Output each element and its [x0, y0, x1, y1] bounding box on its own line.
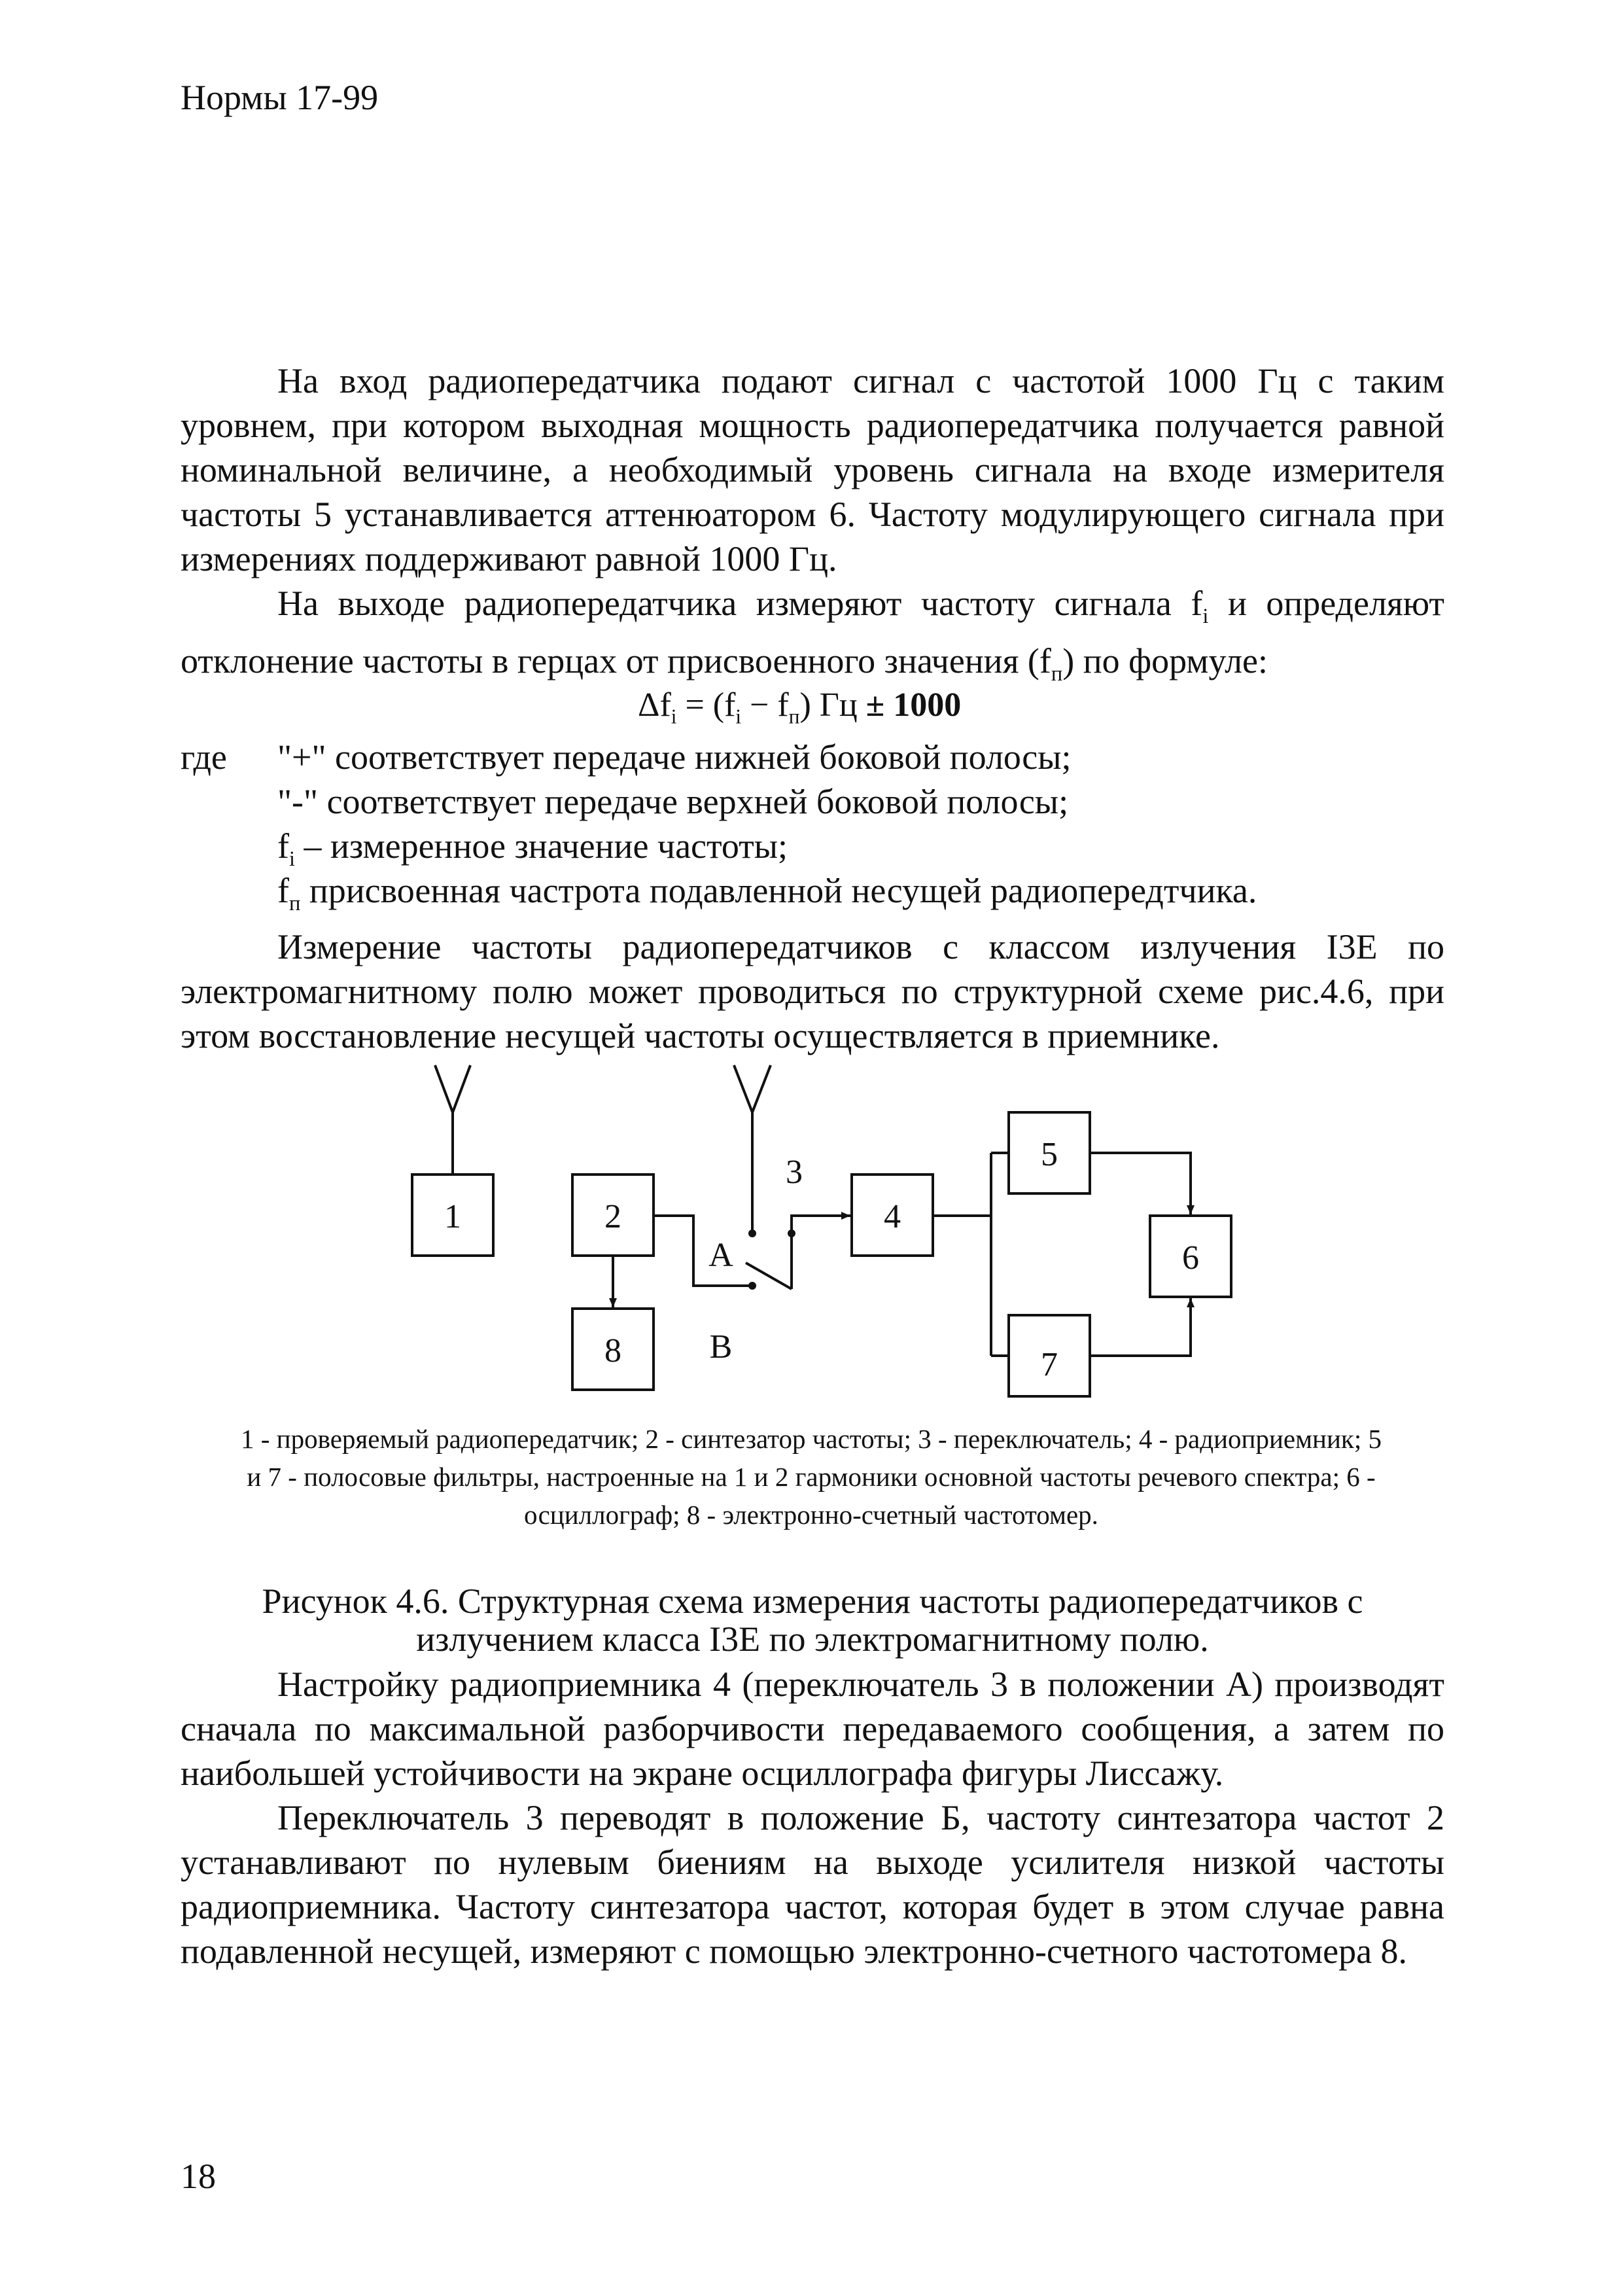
connection-7-6 [1090, 1298, 1191, 1356]
block-3-label: 3 [786, 1154, 803, 1191]
definition-symbol-sub: i [288, 847, 295, 871]
block-7-label: 7 [1041, 1346, 1058, 1383]
text-block-procedure [181, 1662, 1444, 1973]
definition-text: присвоенная частрота подавленной несущей радиопередтчика. [300, 871, 1257, 910]
paragraph-3: Измерение частоты радиопередатчиков с классом излучения I3E по электромагнитному полю может проводиться по структурной схеме рис.4.6, при этом восстановление несущей частоты осуществляется в приемнике. [181, 927, 1444, 1055]
switch-label-b: В [709, 1328, 733, 1366]
formula-lhs: Δf [638, 686, 671, 724]
definition-value: "+" соответствует передаче нижней боковой полосы; [277, 737, 1072, 777]
switch-contact-a [748, 1229, 756, 1237]
block-6-label: 6 [1182, 1239, 1199, 1277]
formula-pm: ± 1000 [857, 686, 962, 724]
formula-fi-sub: i [735, 705, 742, 728]
formula-minus: − f [741, 686, 789, 724]
connection-5-6 [1090, 1153, 1191, 1214]
block-5-label: 5 [1041, 1136, 1058, 1173]
definition-symbol: f [277, 871, 289, 910]
formula-fp-sub: п [788, 705, 800, 728]
antenna-icon [435, 1065, 470, 1174]
paragraph-2-sub-i: i [1202, 604, 1209, 628]
switch-pivot [788, 1229, 795, 1237]
block-2-label: 2 [604, 1198, 621, 1235]
antenna-icon [734, 1065, 771, 1230]
paragraph-2-part-a: На выходе радиопередатчика измеряют частоту сигнала f [277, 584, 1203, 623]
definition-symbol-sub: п [288, 891, 301, 915]
block-1-label: 1 [444, 1198, 461, 1235]
block-4-label: 4 [884, 1198, 901, 1235]
paragraph-2-part-b: и определяют отклонение частоты в герцах от присвоенного значения (f [181, 584, 1445, 680]
switch-label-a: А [708, 1237, 733, 1274]
connection-switch-4 [792, 1216, 850, 1289]
paragraph-1: На вход радиопередатчика подают сигнал с частотой 1000 Гц с таким уровнем, при котором выходная мощность радиопередатчика получается равной номинальной величине, а необходимый уровень сигнала на входе измерителя частоты 5 устанавливается аттенюатором 6. Частоту модулирующего сигнала при измерениях поддерживают равной 1000 Гц. [181, 361, 1444, 578]
figure-legend: 1 - проверяемый радиопередатчик; 2 - синтезатор частоты; 3 - переключатель; 4 - радиоприемник; 5 и 7 - полосовые фильтры, настроенные на 1 и 2 гармоники основной частоты речевого спектра; 6 - осциллограф; 8 - электронно-счетный частотомер. [241, 1424, 1382, 1530]
definition-text: – измеренное значение частоты; [294, 826, 788, 866]
formula-lhs-sub: i [671, 705, 677, 728]
definition-value: "-" соответствует передаче верхней боковой полосы; [277, 782, 1069, 821]
definition-key: где [181, 737, 227, 777]
figure-caption: Рисунок 4.6. Структурная схема измерения частоты радиопередатчиков с излучением класса I3E по электромагнитному полю. [262, 1581, 1363, 1659]
paragraph-4: Настройку радиоприемника 4 (переключатель 3 в положении А) производят сначала по максимальной разборчивости передаваемого сообщения, а затем по наибольшей устойчивости на экране осциллографа фигуры Лиссажу. [181, 1665, 1444, 1793]
paragraph-5: Переключатель 3 переводят в положение Б, частоту синтезатора частот 2 устанавливают по нулевым биениям на выходе усилителя низкой частоты радиоприемника. Частоту синтезатора частот, которая будет в этом случае равна подавленной несущей, измеряют с помощью электронно-счетного частотомера 8. [181, 1798, 1444, 1971]
switch-contact-b [748, 1282, 756, 1290]
formula-eq: = (f [676, 686, 736, 724]
formula-rhs: ) Гц [799, 686, 858, 724]
page-number: 18 [181, 2157, 216, 2196]
block-8-label: 8 [604, 1332, 621, 1369]
paragraph-2-part-c: ) по формуле: [1062, 641, 1268, 680]
running-header: Нормы 17-99 [181, 78, 379, 117]
paragraph-2-sub-p: п [1051, 662, 1063, 686]
definition-symbol: f [277, 826, 289, 866]
connection-2-switch [654, 1216, 752, 1286]
